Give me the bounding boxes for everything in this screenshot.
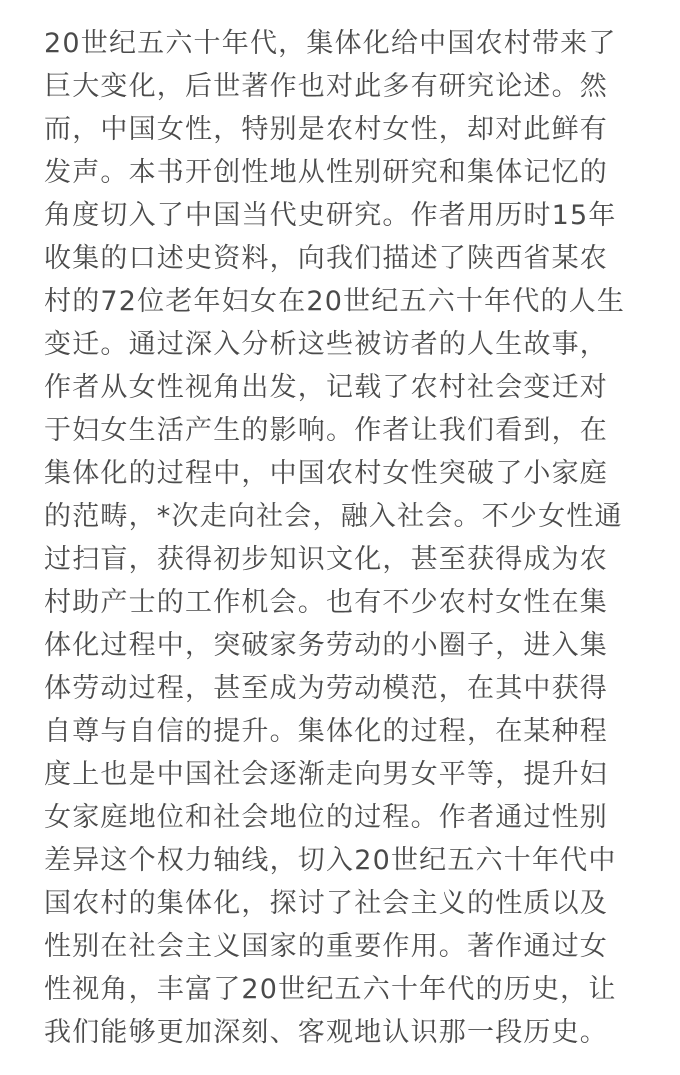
- text-line: 而，中国女性，特别是农村女性，却对此鲜有: [44, 114, 608, 145]
- text-line: 国农村的集体化，探讨了社会主义的性质以及: [44, 888, 608, 919]
- text-line: 巨大变化，后世著作也对此多有研究论述。然: [44, 71, 608, 102]
- text-line: 20世纪五六十年代，集体化给中国农村带来了: [44, 28, 617, 59]
- text-line: 体劳动过程，甚至成为劳动模范，在其中获得: [44, 673, 608, 704]
- text-line: 收集的口述史资料，向我们描述了陕西省某农: [44, 243, 608, 274]
- text-line: 变迁。通过深入分析这些被访者的人生故事，: [44, 329, 608, 360]
- text-line: 自尊与自信的提升。集体化的过程，在某种程: [44, 716, 608, 747]
- text-line: 女家庭地位和社会地位的过程。作者通过性别: [44, 802, 608, 833]
- text-line: 村的72位老年妇女在20世纪五六十年代的人生: [44, 286, 626, 317]
- text-line: 村助产士的工作机会。也有不少农村女性在集: [44, 587, 608, 618]
- text-line: 体化过程中，突破家务劳动的小圈子，进入集: [44, 630, 608, 661]
- text-line: 度上也是中国社会逐渐走向男女平等，提升妇: [44, 759, 608, 790]
- text-line: 性视角，丰富了20世纪五六十年代的历史，让: [44, 974, 617, 1005]
- text-line: 过扫盲，获得初步知识文化，甚至获得成为农: [44, 544, 608, 575]
- text-line: 发声。本书开创性地从性别研究和集体记忆的: [44, 157, 608, 188]
- text-line: 性别在社会主义国家的重要作用。著作通过女: [44, 931, 608, 962]
- text-line: 作者从女性视角出发，记载了农村社会变迁对: [44, 372, 608, 403]
- text-line: 角度切入了中国当代史研究。作者用历时15年: [44, 200, 617, 231]
- text-line: 我们能够更加深刻、客观地认识那一段历史。: [44, 1017, 608, 1048]
- text-line: 于妇女生活产生的影响。作者让我们看到，在: [44, 415, 608, 446]
- text-line: 集体化的过程中，中国农村女性突破了小家庭: [44, 458, 608, 489]
- text-line: 差异这个权力轴线，切入20世纪五六十年代中: [44, 845, 617, 876]
- text-line: 的范畴，*次走向社会，融入社会。不少女性通: [44, 501, 623, 532]
